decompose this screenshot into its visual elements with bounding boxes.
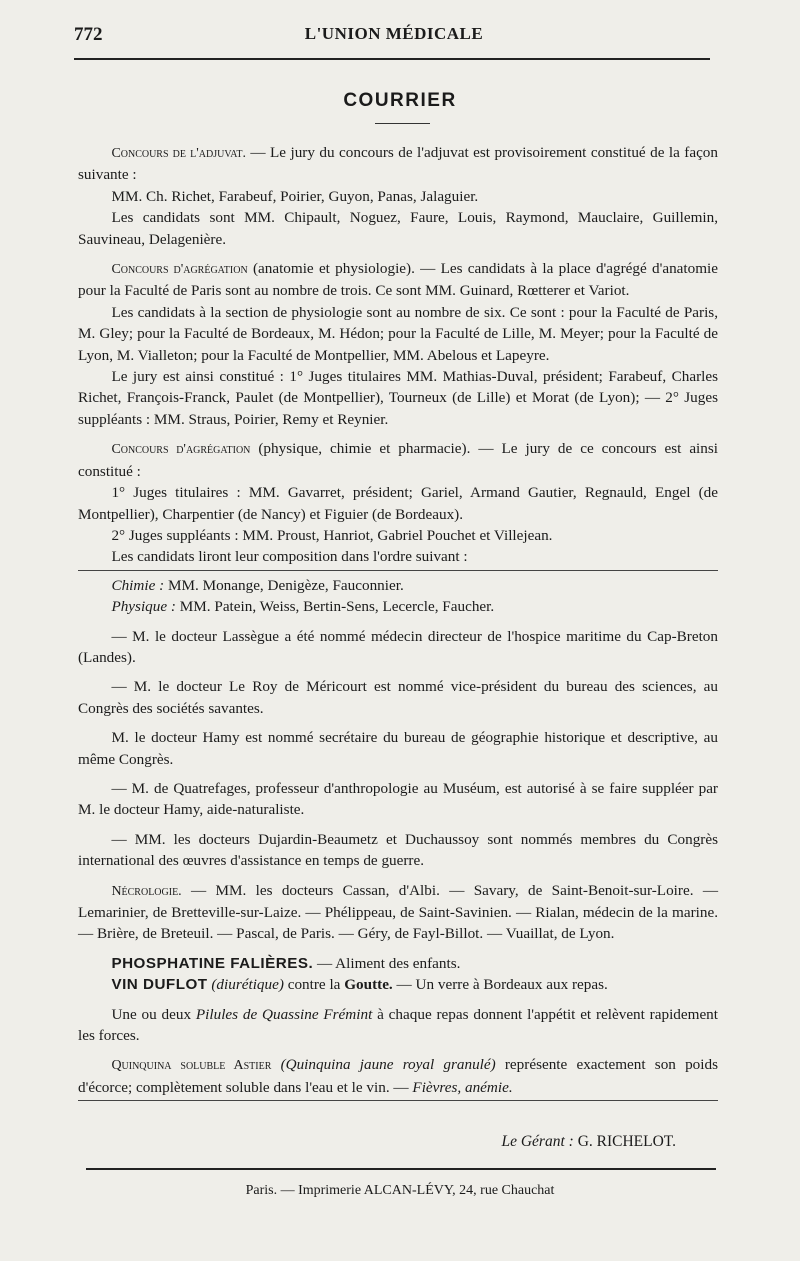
news-item: — M. le docteur Le Roy de Méricourt est nommé vice-président du bureau des sciences, au Congrès des sociétés savantes. xyxy=(78,678,718,717)
anatomie-label: Concours d'agrégation xyxy=(111,262,248,278)
physique-names: MM. Patein, Weiss, Bertin-Sens, Lecercle, Faucher. xyxy=(179,598,495,616)
anatomie-text: (anatomie et physiologie). — Les candidats à la place d'agrégé d'anatomie pour la Faculté de Paris sont au nombre de trois. Ce sont MM. Guinard, Rœtterer et Variot. xyxy=(78,260,719,300)
quassine-a: Une ou deux xyxy=(111,1005,192,1023)
physique-line xyxy=(78,596,718,617)
adjuvat-block xyxy=(78,142,718,250)
vin-text-a: contre la xyxy=(287,976,341,994)
vin-text-b: — Un verre à Bordeaux aux repas. xyxy=(396,976,608,994)
header-rule xyxy=(74,58,710,60)
ads-block xyxy=(78,953,718,1101)
quassine-ad xyxy=(78,1004,718,1047)
vin-goutte: Goutte. xyxy=(344,976,393,994)
signature-label: Le Gérant : xyxy=(501,1133,574,1150)
quassine-b: à chaque repas donnent l'appétit et relèvent rapidement les forces. xyxy=(78,1005,718,1045)
journal-title: L'UNION MÉDICALE xyxy=(304,24,484,43)
article-body xyxy=(78,142,718,1105)
anatomie-block xyxy=(78,258,718,430)
news-item: — M. le docteur Lassègue a été nommé médecin directeur de l'hospice maritime du Cap-Breton (Landes). xyxy=(78,627,718,666)
adjuvat-lead: — Le jury du concours de l'adjuvat est provisoirement constitué de la façon suivante : xyxy=(78,144,718,184)
adjuvat-paragraph xyxy=(78,142,718,186)
quinquina-italic: (Quinquina jaune royal granulé) xyxy=(280,1056,496,1074)
physique-label: Concours d'agrégation xyxy=(111,442,251,458)
necrologie-text: — MM. les docteurs Cassan, d'Albi. — Savary, de Saint-Benoit-sur-Loire. — Lemarinier, de Bretteville-sur-Laize. — Phélippeau, de Saint-Savinien. — Rialan, médecin de la marine. — Brière, de Breteuil. — Pascal, de Paris. — Géry, de Fayl-Billot. — Vuaillat, de Lyon. xyxy=(78,881,719,943)
vin-italic: (diurétique) xyxy=(211,976,284,994)
necrologie-paragraph xyxy=(78,880,718,945)
vin-duflot-ad xyxy=(78,974,718,995)
vin-brand: VIN DUFLOT xyxy=(111,976,208,994)
quinquina-tail: Fièvres, anémie. xyxy=(412,1078,513,1096)
page-number: 772 xyxy=(74,24,103,45)
physiologie-candidates: Les candidats à la section de physiologie sont au nombre de six. Ce sont : pour la Faculté de Paris, M. Gley; pour la Faculté de Bordeaux, M. Hédon; pour la Faculté de Lille, M. Meyer; pour la Faculté de Lyon, M. Vialleton; pour la Faculté de Montpellier, MM. Abelous et Lapeyre. xyxy=(78,303,718,364)
ads-bottom-rule xyxy=(78,1100,718,1101)
phosphatine-text: — Aliment des enfants. xyxy=(317,954,461,972)
footer-rule xyxy=(86,1168,716,1170)
physique-text: (physique, chimie et pharmacie). — Le jury de ce concours est ainsi constitué : xyxy=(78,440,719,480)
chimie-label: Chimie : xyxy=(111,576,165,594)
physique-suppleants: 2° Juges suppléants : MM. Proust, Hanriot, Gabriel Pouchet et Villejean. xyxy=(111,526,553,544)
printer-footer: Paris. — Imprimerie ALCAN-LÉVY, 24, rue Chauchat xyxy=(245,1183,555,1198)
news-item: — M. de Quatrefages, professeur d'anthropologie au Muséum, est autorisé à se faire suppléer par M. le docteur Hamy, aide-naturaliste. xyxy=(78,779,718,819)
physique-subject-label: Physique : xyxy=(111,598,176,616)
section-title-rule xyxy=(375,123,430,124)
order-rule xyxy=(78,570,718,571)
quassine-italic: Pilules de Quassine Frémint xyxy=(195,1005,373,1023)
phosphatine-brand: PHOSPHATINE FALIÈRES. xyxy=(111,954,314,972)
news-item: M. le docteur Hamy est nommé secrétaire du bureau de géographie historique et descriptive, au même Congrès. xyxy=(78,729,718,768)
signature-name: G. RICHELOT. xyxy=(577,1133,676,1150)
adjuvat-members: MM. Ch. Richet, Farabeuf, Poirier, Guyon, Panas, Jalaguier. xyxy=(111,187,479,205)
page-header xyxy=(74,24,714,52)
physique-block xyxy=(78,438,718,617)
chimie-line xyxy=(78,575,718,596)
necrologie-label: Nécrologie. xyxy=(111,883,182,899)
chimie-names: MM. Monange, Denigèze, Fauconnier. xyxy=(167,576,404,594)
adjuvat-candidates: Les candidats sont MM. Chipault, Noguez, Faure, Louis, Raymond, Mauclaire, Guillemin, Sauvineau, Delagenière. xyxy=(78,209,718,248)
news-block xyxy=(78,626,718,872)
physique-paragraph xyxy=(78,438,718,482)
anatomie-paragraph xyxy=(78,258,718,302)
phosphatine-ad xyxy=(78,953,718,974)
physique-titulaires: 1° Juges titulaires : MM. Gavarret, président; Gariel, Armand Gautier, Regnauld, Engel (de Montpellier), Charpentier (de Nancy) et Figuier (de Bordeaux). xyxy=(78,484,718,523)
physique-order: Les candidats liront leur composition dans l'ordre suivant : xyxy=(111,548,468,566)
news-item: — MM. les docteurs Dujardin-Beaumetz et Duchaussoy sont nommés membres du Congrès international des œuvres d'assistance en temps de guerre. xyxy=(78,830,718,870)
anatomie-jury: Le jury est ainsi constitué : 1° Juges titulaires MM. Mathias-Duval, président; Farabeuf, Charles Richet, François-Franck, Paulet (de Montpellier), Tourneux (de Lille) et Morat (de Lyon); — 2° Juges suppléants : MM. Straus, Poirier, Remy et Reynier. xyxy=(78,368,718,428)
adjuvat-label: Concours de l'adjuvat. xyxy=(111,146,246,161)
quinquina-ad xyxy=(78,1054,718,1098)
quinquina-label: Quinquina soluble Astier xyxy=(111,1058,272,1074)
signature xyxy=(501,1133,676,1151)
quinquina-text: représente exactement son poids d'écorce; complètement soluble dans l'eau et le vin. — xyxy=(78,1056,718,1096)
section-title: COURRIER xyxy=(343,90,457,111)
